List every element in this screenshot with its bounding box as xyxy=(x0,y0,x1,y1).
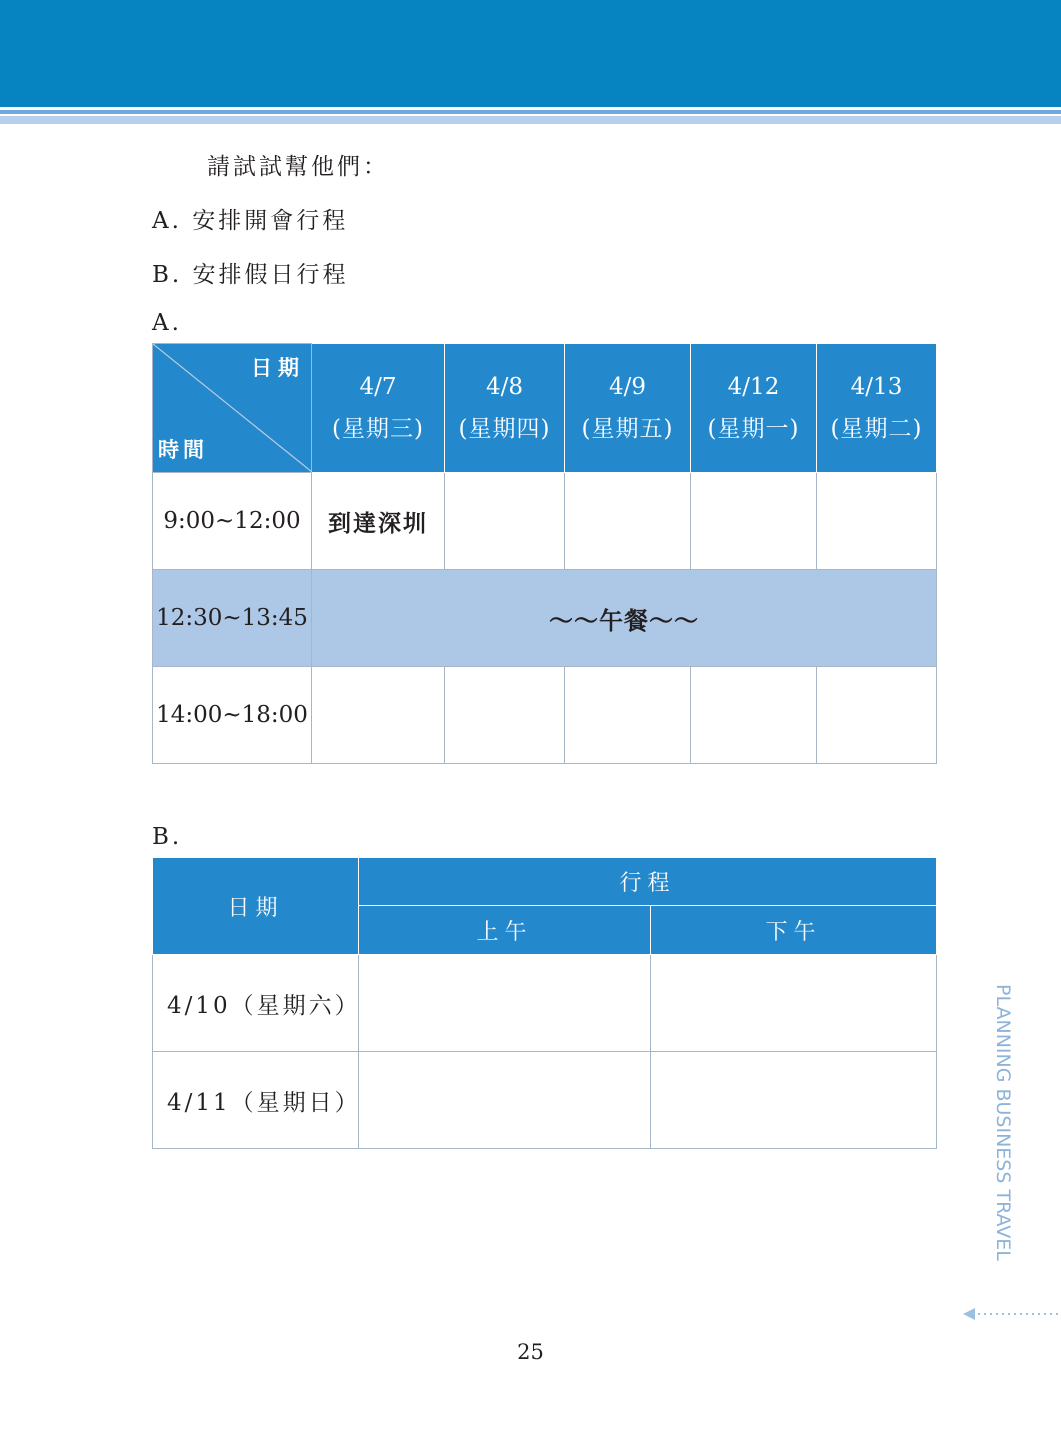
table-row xyxy=(153,955,937,1052)
holiday-schedule-table xyxy=(152,857,937,1149)
header-stripe-light xyxy=(0,116,1061,124)
table-row xyxy=(153,1052,937,1149)
date-header: 日期 xyxy=(153,858,359,955)
task-a: A. 安排開會行程 xyxy=(152,208,349,234)
column-date: 4/9 xyxy=(608,374,646,400)
header-band xyxy=(0,0,1061,107)
morning-header: 上午 xyxy=(359,906,651,955)
schedule-cell[interactable] xyxy=(445,667,565,764)
schedule-cell[interactable] xyxy=(691,667,817,764)
column-header xyxy=(691,344,817,473)
table-b-label: B. xyxy=(152,824,183,850)
afternoon-header: 下午 xyxy=(651,906,937,955)
schedule-cell[interactable] xyxy=(565,667,691,764)
time-slot: 9:00~12:00 xyxy=(153,473,312,570)
morning-cell[interactable] xyxy=(359,1052,651,1149)
column-date: 4/8 xyxy=(485,374,523,400)
column-date: 4/7 xyxy=(359,374,397,400)
side-title: PLANNING BUSINESS TRAVEL xyxy=(992,984,1014,1261)
schedule-cell[interactable] xyxy=(817,473,937,570)
corner-header-cell xyxy=(153,344,312,473)
date-cell: 4/10（星期六） xyxy=(153,955,359,1052)
corner-time-label: 時間 xyxy=(158,437,208,462)
arrow-left-icon xyxy=(962,1306,1061,1322)
column-weekday: (星期五) xyxy=(581,416,674,442)
task-b: B. 安排假日行程 xyxy=(152,262,349,288)
schedule-cell[interactable]: 到達深圳 xyxy=(312,473,445,570)
table-a-label: A. xyxy=(152,310,182,336)
time-slot: 14:00~18:00 xyxy=(153,667,312,764)
column-header xyxy=(445,344,565,473)
schedule-cell[interactable] xyxy=(817,667,937,764)
table-row xyxy=(153,667,937,764)
schedule-cell[interactable] xyxy=(445,473,565,570)
column-date: 4/13 xyxy=(850,374,903,400)
corner-date-label: 日期 xyxy=(251,355,305,380)
column-date: 4/12 xyxy=(727,374,780,400)
lunch-cell: ～～午餐～～ xyxy=(312,570,937,667)
column-weekday: (星期二) xyxy=(830,416,923,442)
header-stripe xyxy=(0,110,1061,114)
schedule-cell[interactable] xyxy=(565,473,691,570)
intro-prompt: 請試試幫他們： xyxy=(207,154,389,180)
column-header xyxy=(817,344,937,473)
column-weekday: (星期一) xyxy=(707,416,800,442)
afternoon-cell[interactable] xyxy=(651,1052,937,1149)
column-weekday: (星期三) xyxy=(332,416,424,442)
schedule-cell[interactable] xyxy=(312,667,445,764)
meeting-schedule-table xyxy=(152,343,937,764)
page-number: 25 xyxy=(517,1340,544,1364)
time-slot: 12:30~13:45 xyxy=(153,570,312,667)
table-row xyxy=(153,473,937,570)
date-cell: 4/11（星期日） xyxy=(153,1052,359,1149)
morning-cell[interactable] xyxy=(359,955,651,1052)
table-row xyxy=(153,570,937,667)
column-weekday: (星期四) xyxy=(458,416,551,442)
schedule-cell[interactable] xyxy=(691,473,817,570)
column-header xyxy=(565,344,691,473)
schedule-header: 行程 xyxy=(359,858,937,906)
column-header xyxy=(312,344,445,473)
afternoon-cell[interactable] xyxy=(651,955,937,1052)
